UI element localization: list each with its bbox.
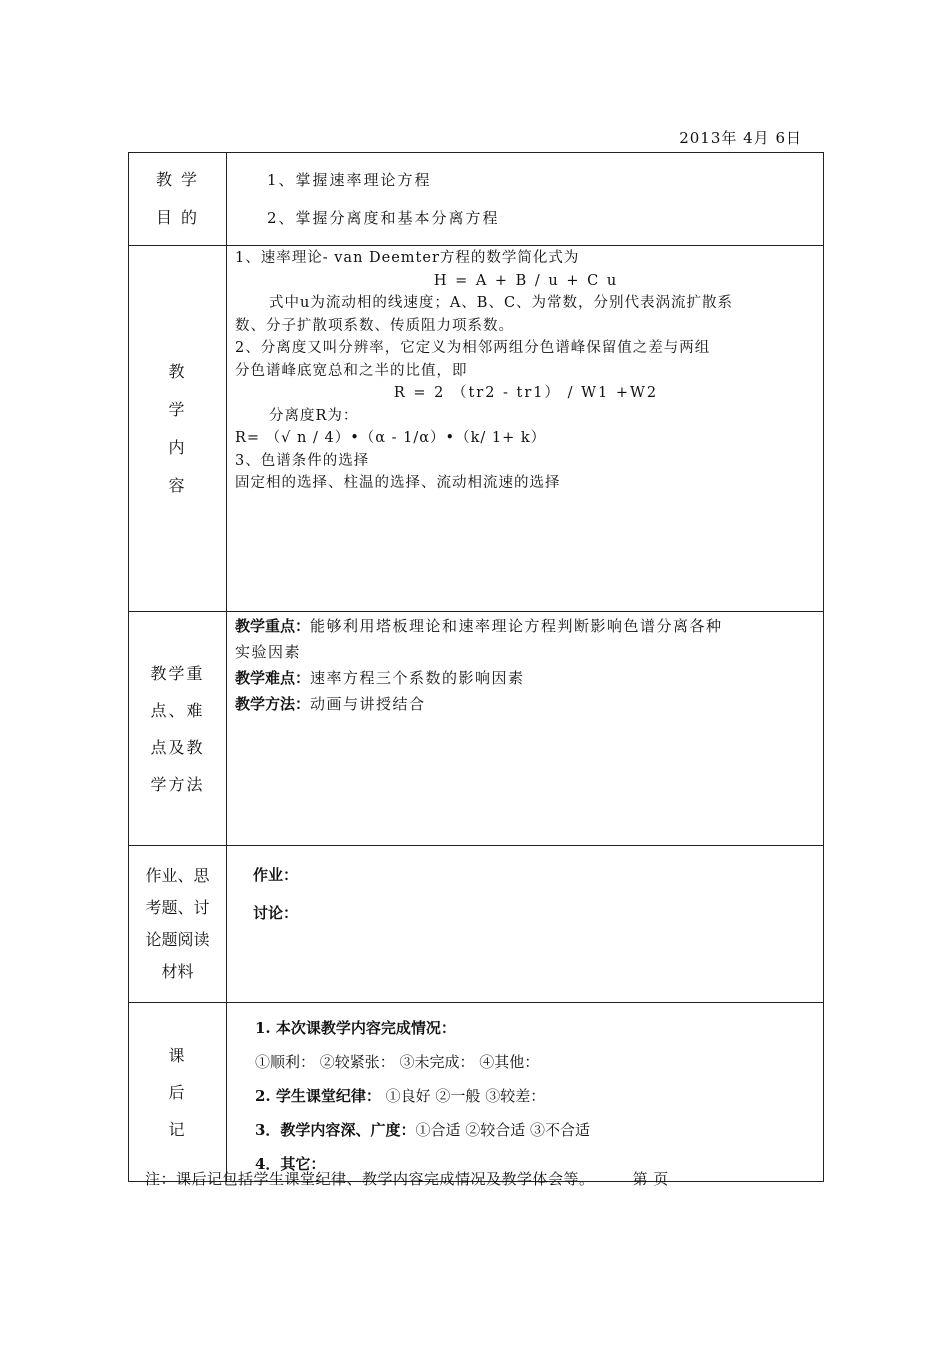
discipline-line xyxy=(255,1079,823,1113)
row-homework xyxy=(129,846,824,1003)
row-content xyxy=(129,246,824,612)
content-line: 式中u为流动相的线速度；A、B、C、为常数，分别代表涡流扩散系 xyxy=(269,295,734,311)
depth-line xyxy=(255,1113,823,1147)
content-line: 分色谱峰底宽总和之半的比值，即 xyxy=(235,362,468,379)
after-class-label xyxy=(129,1003,227,1182)
focus-line xyxy=(235,613,817,639)
content-line: 数、分子扩散项系数、传质阻力项系数。 xyxy=(235,317,514,334)
homework-label xyxy=(129,846,227,1003)
method-line xyxy=(235,691,817,717)
difficulty-heading: 教学难点： xyxy=(235,669,311,687)
van-deemter-formula: H = A + B / u + C u xyxy=(433,272,619,289)
row-objectives xyxy=(129,153,824,246)
content-line: 分离度R为： xyxy=(269,407,359,424)
label-line: 教 学 xyxy=(155,170,200,189)
label-line: 内 xyxy=(168,437,187,457)
label-line: 课 xyxy=(168,1045,187,1065)
footer xyxy=(145,1168,669,1189)
content-body xyxy=(227,246,824,612)
label-line: 论题阅读 xyxy=(145,930,210,949)
label-line: 作业、思 xyxy=(145,866,210,885)
label-line: 目 的 xyxy=(155,208,200,227)
label-line: 容 xyxy=(168,475,187,495)
content-line: 1、速率理论- van Deemter方程的数学简化式为 xyxy=(235,250,580,266)
label-line: 材料 xyxy=(161,962,194,981)
page-number: 第 页 xyxy=(632,1170,669,1188)
objectives-label xyxy=(129,153,227,246)
label-line: 考题、讨 xyxy=(145,898,210,917)
content-line: 2、分离度又叫分辨率，它定义为相邻两组分色谱峰保留值之差与两组 xyxy=(235,340,711,356)
label-line: 学 xyxy=(168,399,187,419)
date: 2013年 4月 6日 xyxy=(679,129,802,147)
discipline-options: ①良好 ②一般 ③较差： xyxy=(380,1087,546,1105)
label-line: 教学重 xyxy=(150,663,205,683)
difficulty-line xyxy=(235,665,817,691)
difficulty-text: 速率方程三个系数的影响因素 xyxy=(310,669,525,687)
discipline-heading: 2. 学生课堂纪律： xyxy=(255,1087,381,1105)
objective-item: 1、掌握速率理论方程 xyxy=(267,171,432,189)
row-keypoints xyxy=(129,612,824,846)
label-line: 点及教 xyxy=(150,737,205,757)
objectives-content xyxy=(227,153,824,246)
depth-options: ①合适 ②较合适 ③不合适 xyxy=(415,1121,590,1139)
homework-heading: 作业： xyxy=(253,866,299,884)
method-text: 动画与讲授结合 xyxy=(310,695,426,713)
label-line: 教 xyxy=(168,361,187,381)
homework-body xyxy=(227,846,824,1003)
content-line: 固定相的选择、柱温的选择、流动相流速的选择 xyxy=(235,475,561,491)
focus-heading: 教学重点： xyxy=(235,617,311,635)
keypoints-label xyxy=(129,612,227,846)
footer-note: 注：课后记包括学生课堂纪律、教学内容完成情况及教学体会等。 xyxy=(145,1170,595,1188)
completion-options: ①顺利： ②较紧张： ③未完成： ④其他： xyxy=(255,1053,540,1071)
row-after-class xyxy=(129,1003,824,1182)
content-label xyxy=(129,246,227,612)
label-line: 学方法 xyxy=(150,774,205,794)
completion-heading: 1. 本次课教学内容完成情况： xyxy=(255,1019,456,1037)
label-line: 点、难 xyxy=(150,700,205,720)
focus-text-cont: 实验因素 xyxy=(235,643,302,661)
focus-text: 能够利用塔板理论和速率理论方程判断影响色谱分离各种 xyxy=(310,617,723,635)
resolution-formula: R = 2 （tr2 - tr1） / W1 +W2 xyxy=(393,385,659,401)
other-heading: 4．其它： xyxy=(255,1155,326,1173)
content-line: 3、色谱条件的选择 xyxy=(235,452,370,469)
label-line: 后 xyxy=(168,1082,187,1102)
depth-heading: 3．教学内容深、广度： xyxy=(255,1121,416,1139)
objective-item: 2、掌握分离度和基本分离方程 xyxy=(267,209,500,227)
method-heading: 教学方法： xyxy=(235,695,311,713)
keypoints-body xyxy=(227,612,824,846)
lesson-plan-table xyxy=(128,152,824,1182)
after-class-body xyxy=(227,1003,824,1182)
resolution-equation: R= （√ n / 4）•（α - 1/α）•（k/ 1+ k） xyxy=(235,430,547,446)
label-line: 记 xyxy=(168,1119,187,1139)
discussion-heading: 讨论： xyxy=(253,904,299,922)
